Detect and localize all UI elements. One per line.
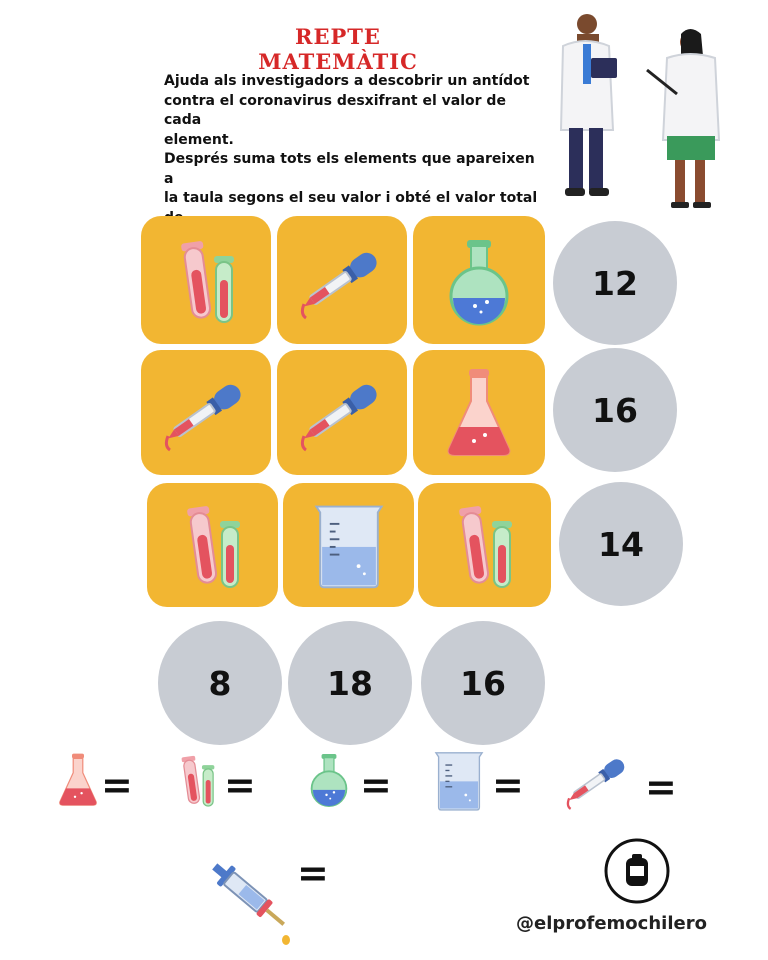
instruction-line: contra el coronavirus desxifrant el valor de cada (164, 92, 506, 128)
author-handle[interactable]: @elprofemochilero (516, 913, 707, 934)
dropper-icon (299, 249, 381, 318)
dropper-icon (546, 742, 650, 818)
grid-tile (413, 350, 545, 475)
row-sum-2: 16 (553, 348, 677, 472)
conical-flask-icon (449, 369, 510, 455)
test-tubes-icon (166, 740, 228, 820)
instruction-line: la taula segons el seu valor i obté el valor total (164, 190, 538, 206)
equals-sign: = (101, 763, 133, 807)
equals-sign: = (492, 763, 524, 807)
row-sum-3: 14 (559, 482, 683, 606)
el-profe-mochilero-logo (604, 838, 670, 904)
beaker-icon (425, 740, 493, 820)
grid-tile (277, 216, 407, 344)
test-tubes-icon (181, 241, 234, 322)
equals-sign: = (645, 765, 677, 809)
round-flask-icon (298, 740, 360, 820)
round-flask-icon (451, 240, 507, 324)
dropper-icon (163, 381, 245, 450)
equals-sign: = (297, 851, 329, 895)
syringe-icon (200, 842, 300, 950)
dropper-icon (299, 381, 381, 450)
scientists-illustration (555, 10, 730, 210)
instruction-line: Ajuda als investigadors a descobrir un antídot (164, 73, 530, 89)
column-sum-3: 16 (421, 621, 545, 745)
test-tubes-icon (459, 506, 512, 587)
equals-sign: = (224, 763, 256, 807)
instruction-line: element. (164, 131, 234, 148)
grid-tile (141, 216, 271, 344)
conical-flask-icon (48, 740, 108, 820)
row-sum-1: 12 (553, 221, 677, 345)
grid-tile (418, 483, 551, 607)
instruction-line: Després suma tots els elements que apareixen a (164, 151, 535, 187)
equals-sign: = (360, 763, 392, 807)
page-title: REPTE MATEMÀTIC (258, 24, 418, 74)
column-sum-2: 18 (288, 621, 412, 745)
grid-tile (141, 350, 271, 475)
test-tubes-icon (187, 506, 240, 587)
grid-tile (413, 216, 545, 344)
column-sum-1: 8 (158, 621, 282, 745)
grid-tile (283, 483, 414, 607)
beaker-icon (316, 507, 381, 588)
grid-tile (147, 483, 278, 607)
grid-tile (277, 350, 407, 475)
